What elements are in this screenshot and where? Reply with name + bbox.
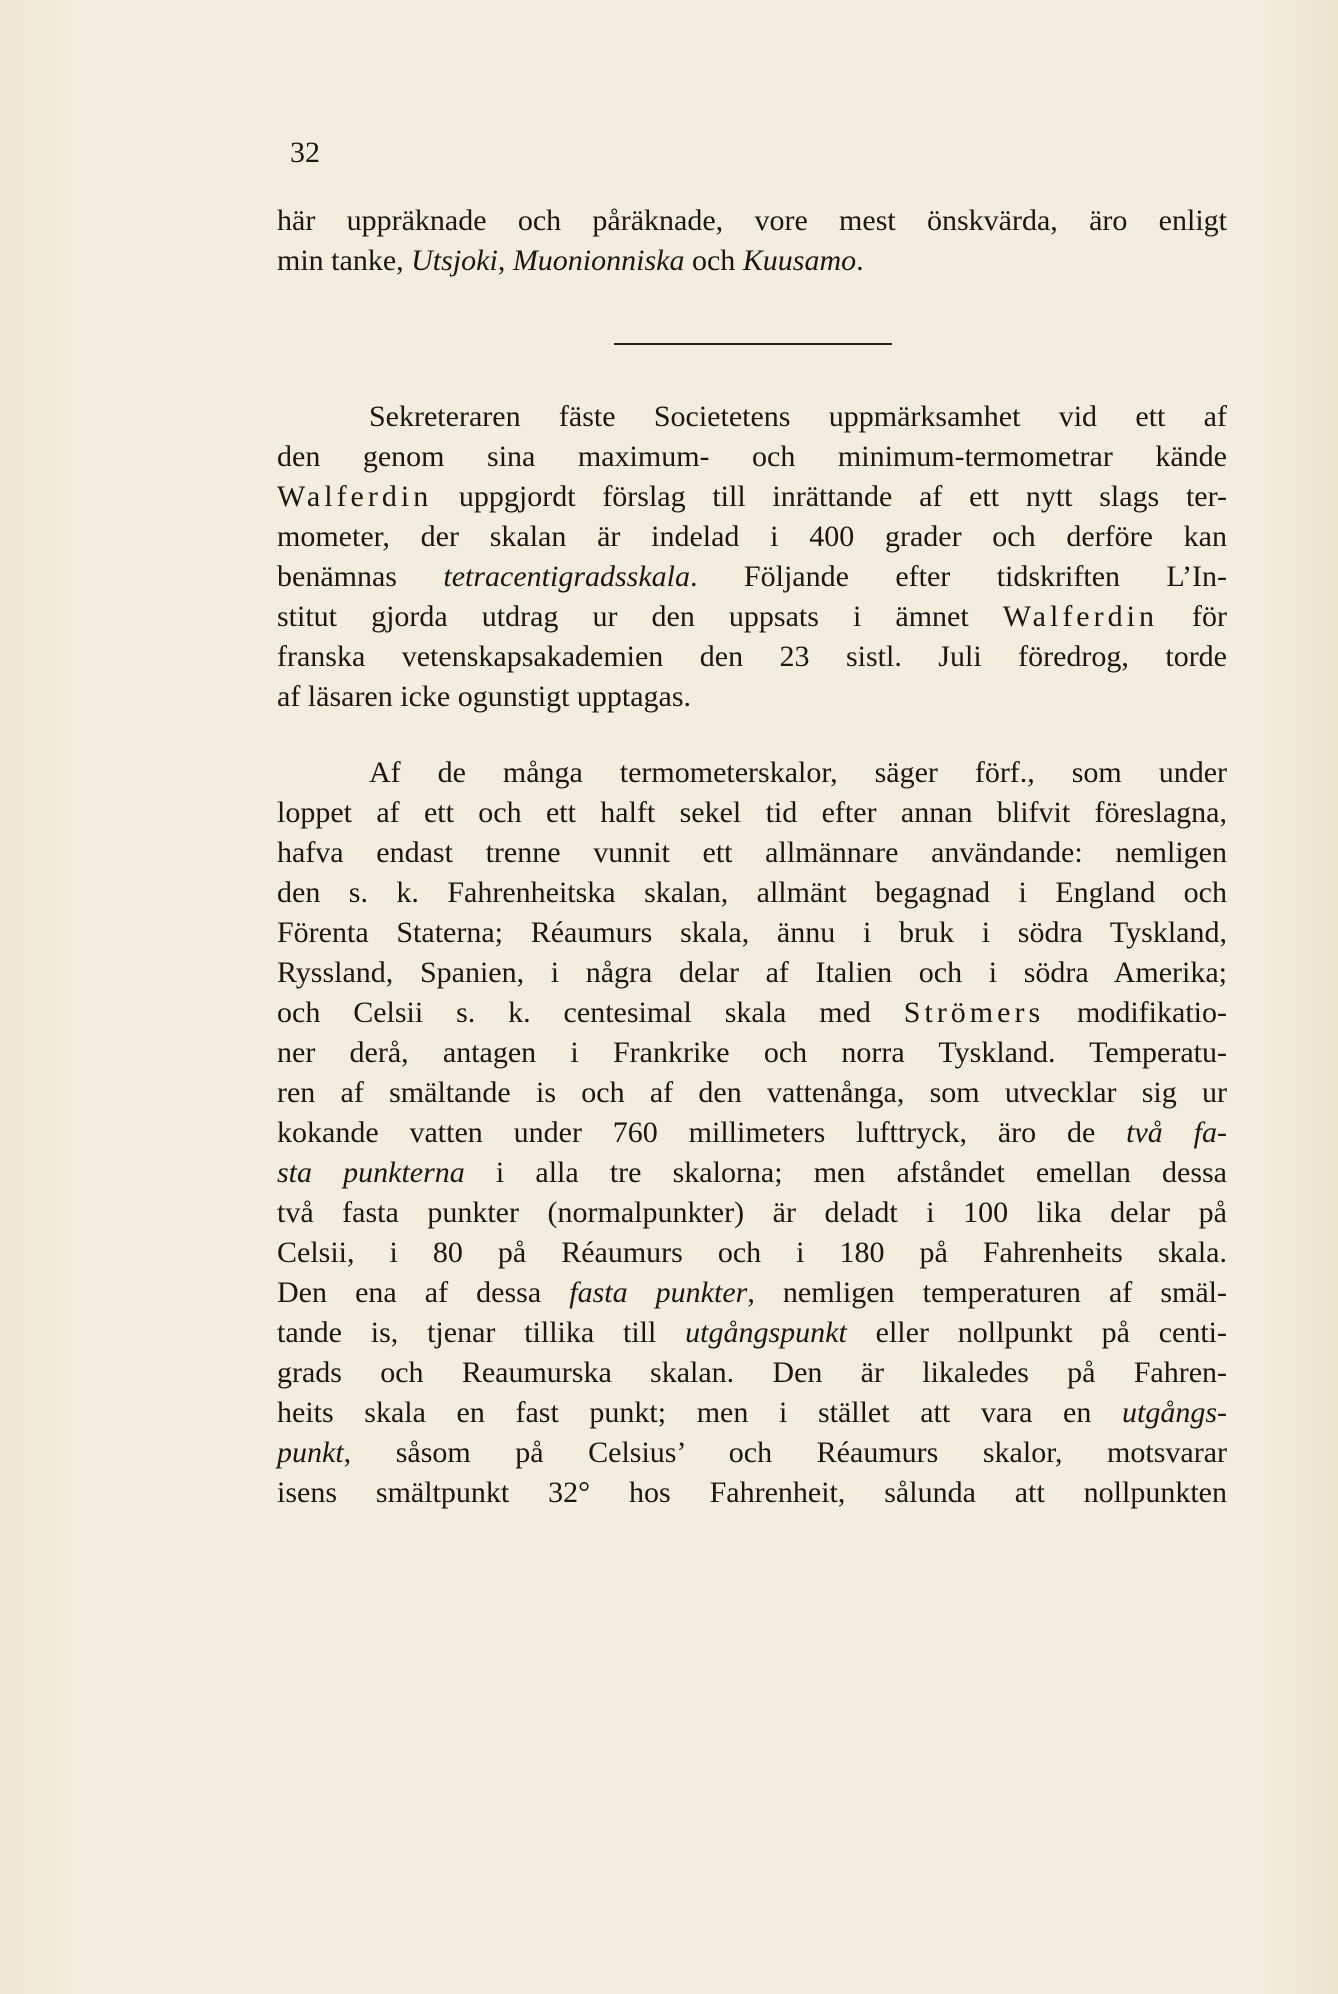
text-segment: eller nollpunkt på centi- <box>846 1316 1227 1349</box>
section-divider <box>614 343 892 345</box>
text-line <box>277 1153 1227 1193</box>
italic-text: fasta punkter <box>569 1276 748 1309</box>
text-segment: Af de många termometerskalor, säger förf., som under <box>369 756 1227 789</box>
italic-text: utgångspunkt <box>685 1316 847 1349</box>
text-segment: . <box>856 244 864 277</box>
text-segment: i alla tre skalorna; men afståndet emellan dessa <box>464 1156 1227 1189</box>
text-segment: uppgjordt förslag till inrättande af ett nytt slags ter- <box>432 480 1227 513</box>
text-segment: mometer, der skalan är indelad i 400 grader och derföre kan <box>277 520 1227 553</box>
paragraph-thermometer-scales <box>277 753 1227 1513</box>
text-segment: modifikatio- <box>1044 996 1227 1029</box>
text-segment: två fasta punkter (normalpunkter) är deladt i 100 lika delar på <box>277 1196 1227 1229</box>
text-line <box>277 833 1227 873</box>
text-segment: . Följande efter tidskriften L’In- <box>690 560 1227 593</box>
text-line <box>277 637 1227 677</box>
text-segment: franska vetenskapsakademien den 23 sistl. Juli föredrog, torde <box>277 640 1227 673</box>
text-segment: benämnas <box>277 560 444 593</box>
text-segment: tande is, tjenar tillika till <box>277 1316 686 1349</box>
text-line <box>277 437 1227 477</box>
text-segment: stitut gjorda utdrag ur den uppsats i ämnet <box>277 600 1003 633</box>
italic-text: utgångs- <box>1122 1396 1227 1429</box>
text-line <box>277 677 1227 717</box>
text-segment: hafva endast trenne vunnit ett allmännare användande: nemligen <box>277 836 1227 869</box>
text-line <box>277 1273 1227 1313</box>
spaced-name: Strömers <box>903 996 1045 1029</box>
text-line <box>277 557 1227 597</box>
text-line <box>277 397 1227 437</box>
text-segment: min tanke, <box>277 244 412 277</box>
paragraph-secretary <box>277 397 1227 717</box>
text-segment: Förenta Staterna; Réaumurs skala, ännu i bruk i södra Tyskland, <box>277 916 1227 949</box>
text-line <box>277 1393 1227 1433</box>
text-line <box>277 241 1227 281</box>
text-segment: isens smältpunkt 32° hos Fahrenheit, sålunda att nollpunkten <box>277 1476 1227 1509</box>
text-line <box>277 1033 1227 1073</box>
text-line <box>277 201 1227 241</box>
text-line <box>277 793 1227 833</box>
italic-text: tetracentigradsskala <box>443 560 691 593</box>
italic-text: Kuusamo <box>742 244 857 277</box>
text-segment: grads och Reaumurska skalan. Den är likaledes på Fahren- <box>277 1356 1227 1389</box>
text-line <box>277 1193 1227 1233</box>
page-number: 32 <box>290 136 320 169</box>
paragraph-closing <box>277 201 1227 281</box>
text-segment: Den ena af dessa <box>277 1276 570 1309</box>
spaced-name: Walferdin <box>277 480 433 513</box>
text-segment: loppet af ett och ett halft sekel tid efter annan blifvit föreslagna, <box>277 796 1227 829</box>
text-segment: Ryssland, Spanien, i några delar af Italien och i södra Amerika; <box>277 956 1227 989</box>
text-segment: för <box>1157 600 1227 633</box>
text-segment: af läsaren icke ogunstigt upptagas. <box>277 680 692 713</box>
spaced-name: Walferdin <box>1002 600 1158 633</box>
text-segment: den s. k. Fahrenheitska skalan, allmänt begagnad i England och <box>277 876 1227 909</box>
text-segment: och <box>684 244 743 277</box>
text-segment: heits skala en fast punkt; men i stället att vara en <box>277 1396 1122 1429</box>
text-segment: , <box>497 244 513 277</box>
text-segment: ner derå, antagen i Frankrike och norra Tyskland. Temperatu- <box>277 1036 1227 1069</box>
text-segment: här uppräknade och påräknade, vore mest önskvärda, äro enligt <box>277 204 1227 237</box>
italic-text: Muonionniska <box>512 244 685 277</box>
text-line <box>277 1433 1227 1473</box>
text-line <box>277 1353 1227 1393</box>
text-line <box>277 1113 1227 1153</box>
text-line <box>277 517 1227 557</box>
text-segment: , nemligen temperaturen af smäl- <box>747 1276 1227 1309</box>
text-segment: den genom sina maximum- och minimum-termometrar kände <box>277 440 1227 473</box>
text-line <box>277 597 1227 637</box>
text-segment: kokande vatten under 760 millimeters lufttryck, äro de <box>277 1116 1127 1149</box>
text-line <box>277 953 1227 993</box>
italic-text: sta punkterna <box>277 1156 465 1189</box>
text-segment: , såsom på Celsius’ och Réaumurs skalor, motsvarar <box>343 1436 1227 1469</box>
text-line <box>277 1233 1227 1273</box>
text-line <box>277 1073 1227 1113</box>
text-line <box>277 993 1227 1033</box>
italic-text: punkt <box>277 1436 344 1469</box>
text-line <box>277 913 1227 953</box>
text-line <box>277 873 1227 913</box>
text-segment: Celsii, i 80 på Réaumurs och i 180 på Fahrenheits skala. <box>277 1236 1227 1269</box>
text-line <box>277 1473 1227 1513</box>
italic-text: två fa- <box>1126 1116 1227 1149</box>
text-segment: ren af smältande is och af den vattenånga, som utvecklar sig ur <box>277 1076 1227 1109</box>
text-segment: och Celsii s. k. centesimal skala med <box>277 996 904 1029</box>
text-line <box>277 1313 1227 1353</box>
text-line <box>277 753 1227 793</box>
text-line <box>277 477 1227 517</box>
italic-text: Utsjoki <box>411 244 498 277</box>
text-segment: Sekreteraren fäste Societetens uppmärksamhet vid ett af <box>369 400 1227 433</box>
